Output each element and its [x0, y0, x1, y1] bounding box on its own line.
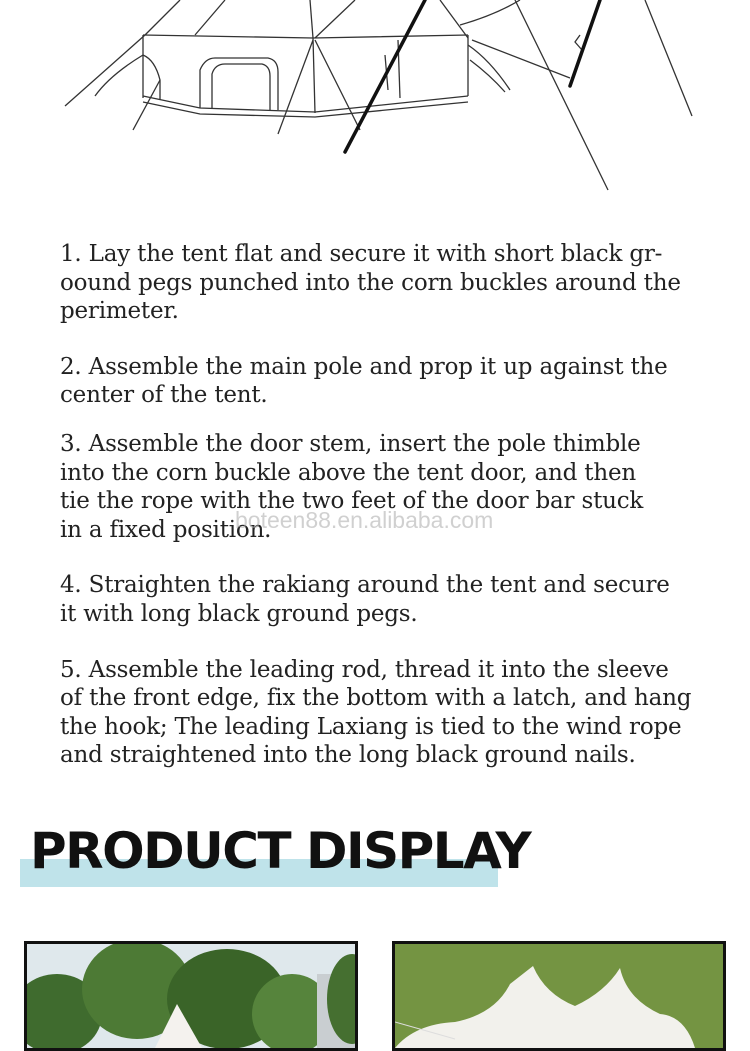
- section-title: PRODUCT DISPLAY: [30, 822, 531, 880]
- product-photo-grass-icon[interactable]: [392, 941, 726, 1051]
- step-3: 3. Assemble the door stem, insert the pole thimble into the corn buckle above the tent door, and then tie the rope with the two feet of the door bar stuck in a fixed position.: [60, 430, 644, 543]
- step-1: 1. Lay the tent flat and secure it with short black gr- oound pegs punched into the corn buckles around the perimeter.: [60, 241, 681, 325]
- product-photo-trees-icon[interactable]: [24, 941, 358, 1051]
- step-5: 5. Assemble the leading rod, thread it into the sleeve of the front edge, fix the bottom with a latch, and hang the hook; The leading Laxiang is tied to the wind rope and straightened into the long black ground nails.: [60, 656, 692, 769]
- step-2: 2. Assemble the main pole and prop it up against the center of the tent.: [60, 353, 668, 409]
- watermark: boteen88.en.alibaba.com: [235, 507, 494, 533]
- assembly-instructions: [60, 240, 710, 770]
- step-4: 4. Straighten the rakiang around the tent and secure it with long black ground pegs.: [60, 572, 670, 627]
- tent-diagram-icon: [0, 0, 750, 200]
